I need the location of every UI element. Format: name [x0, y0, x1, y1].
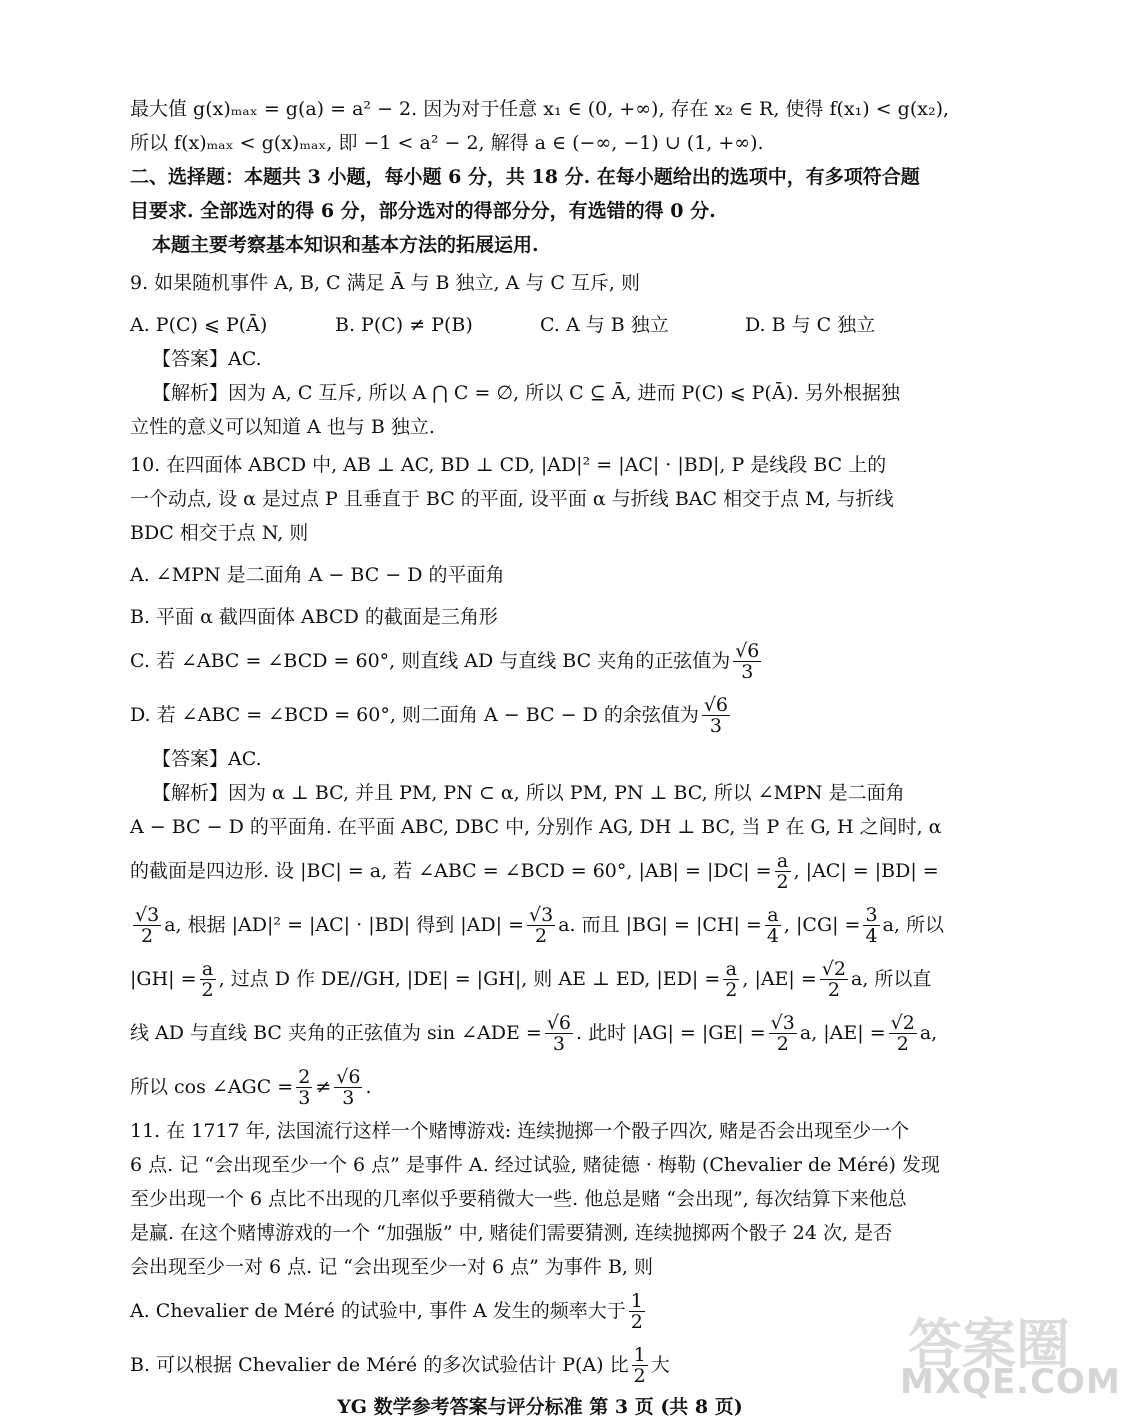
fraction: $\frac{√3}{2}$	[135, 903, 160, 947]
q9-option-b: B. P(C) ≠ P(B)	[335, 314, 473, 336]
watermark-text: MXQE.COM	[900, 1362, 1121, 1402]
fraction: $\frac{√6}{3}$	[703, 693, 729, 737]
q10-analysis-4: $\frac{√3}{2}$ a, 根据 |AD|² = |AC| · |BD| 得到 |AD| = $\frac{√3}{2}$ a. 而且 |BG| = |CH| = $\frac{a}{4}$ , |CG| = $\frac{3}{4}$ a, 所以	[135, 903, 944, 947]
section-heading-1: 二、选择题：本题共 3 小题，每小题 6 分，共 18 分. 在每小题给出的选项中，有多项符合题	[130, 166, 920, 188]
q9-option-a: A. P(C) ⩽ P(Ā)	[130, 314, 268, 336]
q10-stem-3: BDC 相交于点 N, 则	[130, 522, 309, 544]
q10-analysis-6: 线 AD 与直线 BC 夹角的正弦值为 sin ∠ADE = $\frac{√6}{3}$ . 此时 |AG| = |GE| = $\frac{√3}{2}$ a, |AE| = $\frac{√2}{2}$ a,	[130, 1011, 938, 1055]
q11-stem-1: 11. 在 1717 年, 法国流行这样一个赌博游戏: 连续抛掷一个骰子四次, 赌是否会出现至少一个	[130, 1120, 910, 1142]
q10-analysis-1: 【解析】因为 α ⊥ BC, 并且 PM, PN ⊂ α, 所以 PM, PN ⊥ BC, 所以 ∠MPN 是二面角	[152, 782, 905, 804]
watermark-logo	[880, 1300, 1121, 1405]
q9-answer: 【答案】AC.	[152, 348, 262, 370]
fraction: $\frac{1}{2}$	[630, 1289, 643, 1333]
intro-line-2: 所以 f(x)ₘₐₓ < g(x)ₘₐₓ, 即 −1 < a² − 2, 解得 a ∈ (−∞, −1) ∪ (1, +∞).	[130, 132, 764, 154]
q11-stem-4: 是赢. 在这个赌博游戏的一个 “加强版” 中, 赌徒们需要猜测, 连续抛掷两个骰子 24 次, 是否	[130, 1222, 893, 1244]
q10-analysis-5: |GH| = $\frac{a}{2}$ , 过点 D 作 DE//GH, |DE| = |GH|, 则 AE ⊥ ED, |ED| = $\frac{a}{2}$ , |AE| = $\frac{√2}{2}$ a, 所以直	[130, 957, 932, 1001]
q10-option-a: A. ∠MPN 是二面角 A − BC − D 的平面角	[130, 564, 505, 586]
fraction: $\frac{a}{2}$	[725, 957, 738, 1001]
fraction: $\frac{√3}{2}$	[529, 903, 554, 947]
q11-stem-5: 会出现至少一对 6 点. 记 “会出现至少一对 6 点” 为事件 B, 则	[130, 1256, 654, 1278]
fraction: $\frac{√2}{2}$	[821, 957, 846, 1001]
fraction: $\frac{a}{4}$	[766, 903, 779, 947]
q10-option-d-text: D. 若 ∠ABC = ∠BCD = 60°, 则二面角 A − BC − D 的余弦值为	[130, 704, 699, 726]
section-heading-2: 目要求. 全部选对的得 6 分，部分选对的得部分分，有选错的得 0 分.	[130, 200, 716, 222]
q9-analysis-2: 立性的意义可以知道 A 也与 B 独立.	[130, 416, 435, 438]
q9-analysis-1: 【解析】因为 A, C 互斥, 所以 A ⋂ C = ∅, 所以 C ⊆ Ā, 进而 P(C) ⩽ P(Ā). 另外根据独	[152, 382, 901, 404]
intro-line-1: 最大值 g(x)ₘₐₓ = g(a) = a² − 2. 因为对于任意 x₁ ∈ (0, +∞), 存在 x₂ ∈ R, 使得 f(x₁) < g(x₂),	[130, 98, 950, 120]
q10-option-d	[130, 688, 950, 742]
fraction: $\frac{√6}{3}$	[735, 639, 760, 683]
fraction: $\frac{√2}{2}$	[890, 1011, 915, 1055]
q10-analysis-2: A − BC − D 的平面角. 在平面 ABC, DBC 中, 分别作 AG, DH ⊥ BC, 当 P 在 G, H 之间时, α	[130, 816, 942, 838]
fraction: $\frac{2}{3}$	[298, 1065, 311, 1109]
q9-options	[130, 308, 950, 342]
q10-option-c-text: C. 若 ∠ABC = ∠BCD = 60°, 则直线 AD 与直线 BC 夹角的正弦值为	[130, 650, 731, 672]
q10-analysis-7: 所以 cos ∠AGC = $\frac{2}{3}$ ≠ $\frac{√6}{3}$ .	[130, 1065, 372, 1109]
q10-analysis-3: 的截面是四边形. 设 |BC| = a, 若 ∠ABC = ∠BCD = 60°, |AB| = |DC| = $\frac{a}{2}$ , |AC| = |BD| =	[130, 849, 939, 893]
q10-option-b: B. 平面 α 截四面体 ABCD 的截面是三角形	[130, 606, 498, 628]
q10-option-c	[130, 634, 950, 688]
q9-stem: 9. 如果随机事件 A, B, C 满足 Ā 与 B 独立, A 与 C 互斥, 则	[130, 272, 641, 294]
q11-stem-2: 6 点. 记 “会出现至少一个 6 点” 是事件 A. 经过试验, 赌徒德 · 梅勒 (Chevalier de Méré) 发现	[130, 1154, 940, 1176]
fraction: $\frac{3}{4}$	[865, 903, 878, 947]
q10-answer: 【答案】AC.	[152, 748, 262, 770]
fraction: $\frac{√6}{3}$	[336, 1065, 361, 1109]
page-footer: YG 数学参考答案与评分标准 第 3 页 (共 8 页)	[337, 1396, 743, 1418]
q9-option-d: D. B 与 C 独立	[745, 314, 876, 336]
q10-stem-2: 一个动点, 设 α 是过点 P 且垂直于 BC 的平面, 设平面 α 与折线 BAC 相交于点 M, 与折线	[130, 488, 894, 510]
fraction: $\frac{1}{2}$	[633, 1343, 646, 1387]
q11-stem-3: 至少出现一个 6 点比不出现的几率似乎要稍微大一些. 他总是赌 “会出现”, 每次结算下来他总	[130, 1188, 907, 1210]
fraction: $\frac{a}{2}$	[776, 849, 789, 893]
q11-option-b: B. 可以根据 Chevalier de Méré 的多次试验估计 P(A) 比 $\frac{1}{2}$ 大	[130, 1343, 670, 1387]
q9-option-c: C. A 与 B 独立	[540, 314, 669, 336]
q10-stem-1: 10. 在四面体 ABCD 中, AB ⊥ AC, BD ⊥ CD, |AD|² = |AC| · |BD|, P 是线段 BC 上的	[130, 454, 887, 476]
document-body	[130, 92, 950, 1392]
fraction: $\frac{√3}{2}$	[770, 1011, 795, 1055]
watermark-icon: 答案圈	[908, 1313, 1070, 1376]
fraction: $\frac{√6}{3}$	[546, 1011, 572, 1055]
fraction: $\frac{a}{2}$	[201, 957, 214, 1001]
q11-option-a: A. Chevalier de Méré 的试验中, 事件 A 发生的频率大于 $\frac{1}{2}$	[130, 1289, 643, 1333]
section-note: 本题主要考察基本知识和基本方法的拓展运用.	[152, 234, 539, 256]
